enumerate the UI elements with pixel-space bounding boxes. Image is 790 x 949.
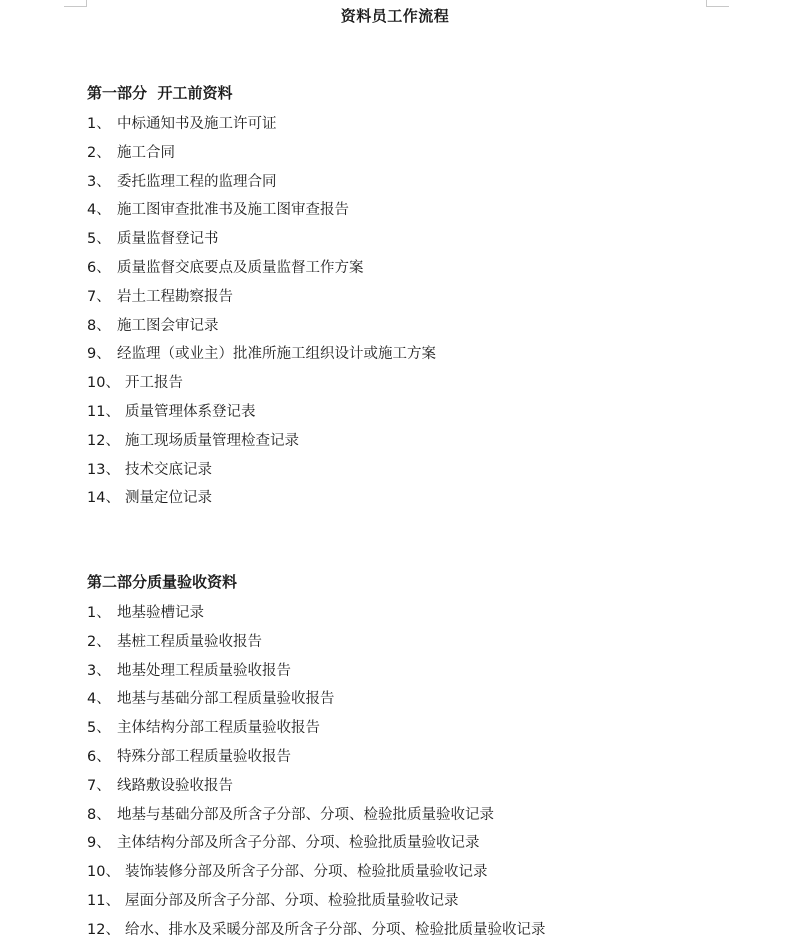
item-text: 地基与基础分部及所含子分部、分项、检验批质量验收记录 (117, 806, 494, 823)
item-number: 7、 (87, 777, 111, 794)
item-number: 9、 (87, 835, 111, 852)
item-number: 6、 (87, 748, 111, 765)
item-number: 5、 (87, 720, 111, 737)
list-item (87, 168, 767, 197)
list-item (87, 599, 767, 628)
section-heading: 第二部分质量验收资料 (87, 573, 238, 591)
list-item (87, 456, 767, 485)
list-item (87, 196, 767, 225)
document-title: 资料员工作流程 (340, 7, 450, 25)
item-number: 13、 (87, 461, 120, 478)
item-number: 4、 (87, 202, 111, 219)
item-text: 质量监督登记书 (117, 231, 219, 248)
item-number: 14、 (87, 490, 120, 507)
item-number: 5、 (87, 231, 111, 248)
list-item (87, 743, 767, 772)
item-number: 8、 (87, 317, 111, 334)
item-text: 技术交底记录 (125, 461, 212, 478)
list-item (87, 801, 767, 830)
item-text: 屋面分部及所含子分部、分项、检验批质量验收记录 (125, 892, 459, 909)
list-item (87, 254, 767, 283)
list-item (87, 772, 767, 801)
item-number: 12、 (87, 921, 120, 938)
item-number: 2、 (87, 144, 111, 161)
list-item (87, 829, 767, 858)
item-number: 4、 (87, 691, 111, 708)
item-number: 10、 (87, 864, 120, 881)
item-text: 岩土工程勘察报告 (117, 288, 233, 305)
item-number: 3、 (87, 173, 111, 190)
item-number: 8、 (87, 806, 111, 823)
item-text: 地基处理工程质量验收报告 (117, 662, 291, 679)
item-text: 施工图会审记录 (117, 317, 219, 334)
item-text: 质量监督交底要点及质量监督工作方案 (117, 259, 364, 276)
list-item (87, 858, 767, 887)
item-number: 11、 (87, 892, 120, 909)
item-text: 测量定位记录 (125, 490, 212, 507)
item-list (87, 599, 767, 945)
item-text: 特殊分部工程质量验收报告 (117, 748, 291, 765)
item-text: 质量管理体系登记表 (125, 403, 256, 420)
item-text: 主体结构分部及所含子分部、分项、检验批质量验收记录 (117, 835, 480, 852)
item-text: 施工图审查批准书及施工图审查报告 (117, 202, 349, 219)
list-item (87, 225, 767, 254)
list-item (87, 427, 767, 456)
list-item (87, 916, 767, 945)
list-item (87, 398, 767, 427)
list-item (87, 369, 767, 398)
item-number: 11、 (87, 403, 120, 420)
item-text: 施工现场质量管理检查记录 (125, 432, 299, 449)
section-pre-construction (87, 81, 767, 513)
item-number: 7、 (87, 288, 111, 305)
item-text: 装饰装修分部及所含子分部、分项、检验批质量验收记录 (125, 864, 488, 881)
item-text: 委托监理工程的监理合同 (117, 173, 277, 190)
list-item (87, 714, 767, 743)
section-heading: 第一部分 开工前资料 (87, 84, 233, 102)
list-item (87, 628, 767, 657)
item-number: 9、 (87, 346, 111, 363)
list-item (87, 110, 767, 139)
list-item (87, 340, 767, 369)
list-item (87, 139, 767, 168)
list-item (87, 312, 767, 341)
item-text: 主体结构分部工程质量验收报告 (117, 720, 320, 737)
item-list (87, 110, 767, 513)
item-number: 1、 (87, 605, 111, 621)
section-quality-acceptance (87, 570, 767, 945)
item-text: 中标通知书及施工许可证 (117, 116, 277, 132)
list-item (87, 887, 767, 916)
list-item (87, 484, 767, 513)
item-number: 6、 (87, 259, 111, 276)
item-text: 线路敷设验收报告 (117, 777, 233, 794)
item-text: 地基验槽记录 (117, 605, 204, 621)
item-text: 给水、排水及采暖分部及所含子分部、分项、检验批质量验收记录 (125, 921, 546, 938)
list-item (87, 685, 767, 714)
item-number: 3、 (87, 662, 111, 679)
item-number: 10、 (87, 375, 120, 392)
item-text: 基桩工程质量验收报告 (117, 633, 262, 650)
item-number: 12、 (87, 432, 120, 449)
item-number: 1、 (87, 116, 111, 132)
list-item (87, 657, 767, 686)
item-text: 施工合同 (117, 144, 175, 161)
item-text: 经监理（或业主）批准所施工组织设计或施工方案 (117, 346, 436, 363)
item-text: 地基与基础分部工程质量验收报告 (117, 691, 335, 708)
list-item (87, 283, 767, 312)
item-number: 2、 (87, 633, 111, 650)
item-text: 开工报告 (125, 375, 183, 392)
